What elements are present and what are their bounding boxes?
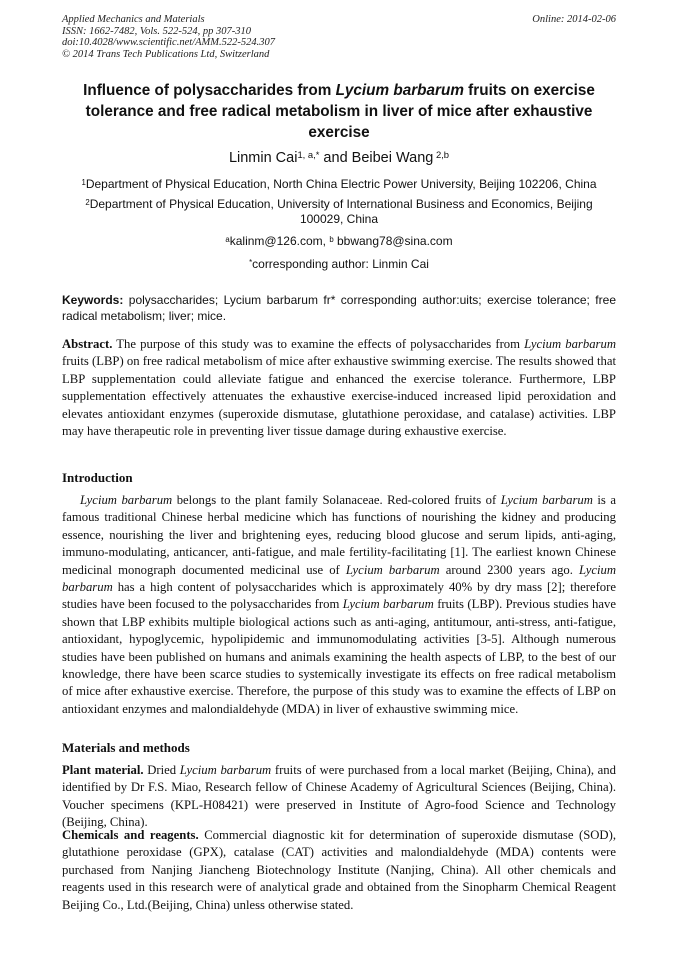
intro-text-5: fruits (LBP). Previous studies have shown that LBP exhibits multiple biological actions such as anti-aging, antitumour, anti-stress, anti-fatigue, antioxidant, hypoglycemic, hypolipidemic and immunomodulating activities [3-5]. Although numerous studies have been published on humans and animals examining the health aspects of LBP, to the best of our knowledge, there have been scarce studies to systemically investigate its effects on free radical metabolism of mice after exhaustive exercise. Therefore, the purpose of this study was to examine the effects of LBP on antioxidant enzymes and malondialdehyde (MDA) in liver of exhaustive swimming mice. xyxy=(62,597,616,716)
title-part-1: Influence of polysaccharides from xyxy=(83,82,336,99)
intro-text-2: is a famous traditional Chinese herbal medicine which has functions of nourishing the kidney and producing essence, nourishing the liver and brightening eyes, reducing blood glucose and serum lipids, anti-aging, immuno-modulating, anticancer, anti-fatigue, and male fertility-facilitating [1]. The earliest known Chinese medicinal monograph documented medicinal use of xyxy=(62,493,616,577)
email-line xyxy=(62,234,616,249)
doi-line[interactable]: doi:10.4028/www.scientific.net/AMM.522-524.307 xyxy=(62,37,275,48)
abstract-label: Abstract. xyxy=(62,337,113,351)
chemicals-paragraph xyxy=(62,827,616,914)
affiliation-1-sup: 1 xyxy=(81,177,86,187)
keywords xyxy=(62,292,616,324)
intro-species-3: Lycium barbarum xyxy=(345,562,440,577)
intro-species-4: Lycium barbarum xyxy=(62,562,617,595)
email-b[interactable]: bbwang78@sina.com xyxy=(333,234,453,248)
author-2: Beibei Wang xyxy=(351,150,434,166)
abstract-species: Lycium barbarum xyxy=(524,337,616,351)
author-line xyxy=(62,150,616,166)
methods-heading: Materials and methods xyxy=(62,740,190,755)
intro-text-1: belongs to the plant family Solanaceae. Red-colored fruits of xyxy=(172,493,501,507)
chemicals-text: Commercial diagnostic kit for determination of superoxide dismutase (SOD), glutathione peroxidase (GPX), catalase (CAT) activities and malondialdehyde (MDA) contents were purchased from Nanjing Jiancheng Biotechnology Institute (Nanjing, China). All other chemicals and reagents used in this research were of analytical grade and obtained from the Sinopharm Chemical Reagent Beijing Co., Ltd.(Beijing, China) unless otherwise stated. xyxy=(62,828,616,912)
affiliation-2-sup: 2 xyxy=(85,197,90,207)
title-species: Lycium barbarum xyxy=(335,82,464,99)
journal-name: Applied Mechanics and Materials xyxy=(62,14,205,25)
affiliation-1 xyxy=(62,177,616,192)
introduction-heading: Introduction xyxy=(62,470,133,485)
intro-species-5: Lycium barbarum xyxy=(342,597,434,612)
email-a-sup: a xyxy=(225,234,230,244)
intro-species-2: Lycium barbarum xyxy=(500,493,593,507)
intro-text-3: around 2300 years ago. xyxy=(439,562,580,577)
plant-material-label: Plant material. xyxy=(62,763,144,777)
online-date: Online: 2014-02-06 xyxy=(532,14,616,25)
author-and: and xyxy=(319,150,352,166)
keywords-label: Keywords: xyxy=(62,293,124,307)
abstract-text-1: The purpose of this study was to examine the effects of polysaccharides from xyxy=(112,337,525,351)
issn-line: ISSN: 1662-7482, Vols. 522-524, pp 307-310 xyxy=(62,25,251,37)
author-1: Linmin Cai xyxy=(228,150,298,166)
plant-text-2: fruits of were purchased from a local market (Beijing, China), and identified by Dr F.S. Miao, Research fellow of Chinese Academy of Agricultural Sciences (Beijing, China). Voucher specimens (KPL-H08421) were preserved in Institute of Agro-food Science and Technology (Beijing, China). xyxy=(62,763,616,830)
abstract-text-2: fruits (LBP) on free radical metabolism of mice after exhaustive swimming exercise. The results showed that LBP supplementation could alleviate fatigue and enhanced the exercise tolerance. Furthermore, LBP supplementation effectively attenuates the exhaustive exercise-induced increased lipid peroxidation and elevates antioxidant enzymes (superoxide dismutase, glutathione peroxidase, and catalase) activities. LBP may have therapeutic role in preventing liver tissue damage during exhaustive exercise. xyxy=(62,354,616,439)
author-1-sup: 1, a,* xyxy=(297,149,320,161)
affiliation-1-text: Department of Physical Education, North China Electric Power University, Beijing 102206, China xyxy=(85,177,597,191)
corresponding-sup: * xyxy=(249,257,253,267)
plant-material-paragraph xyxy=(62,762,616,832)
intro-text-4: has a high content of polysaccharides which is approximately 40% by dry mass [2]; therefore studies have been focused to the polysaccharides from xyxy=(62,580,616,612)
introduction-paragraph xyxy=(62,492,616,718)
journal-header xyxy=(62,14,275,60)
keywords-text: polysaccharides; Lycium barbarum fr* corresponding author:uits; exercise tolerance; free radical metabolism; liver; mice. xyxy=(62,293,616,323)
plant-species: Lycium barbarum xyxy=(179,763,272,777)
email-b-sup: b xyxy=(329,234,334,244)
plant-text-1: Dried xyxy=(143,763,180,777)
email-a[interactable]: kalinm@126.com, xyxy=(229,234,330,248)
copyright-line: © 2014 Trans Tech Publications Ltd, Switzerland xyxy=(62,48,270,60)
corresponding-author xyxy=(62,257,616,272)
title-part-2: fruits on exercise tolerance and free radical metabolism in liver of mice after exhaustive exercise xyxy=(85,82,595,141)
chemicals-label: Chemicals and reagents. xyxy=(62,828,199,842)
abstract xyxy=(62,336,616,440)
affiliation-2-text: Department of Physical Education, University of International Business and Economics, Beijing 100029, China xyxy=(89,197,593,226)
author-2-sup: 2,b xyxy=(433,149,450,161)
paper-title xyxy=(62,80,616,143)
corresponding-text: corresponding author: Linmin Cai xyxy=(252,257,429,271)
intro-species-1: Lycium barbarum xyxy=(80,493,173,507)
affiliation-2 xyxy=(62,197,616,227)
